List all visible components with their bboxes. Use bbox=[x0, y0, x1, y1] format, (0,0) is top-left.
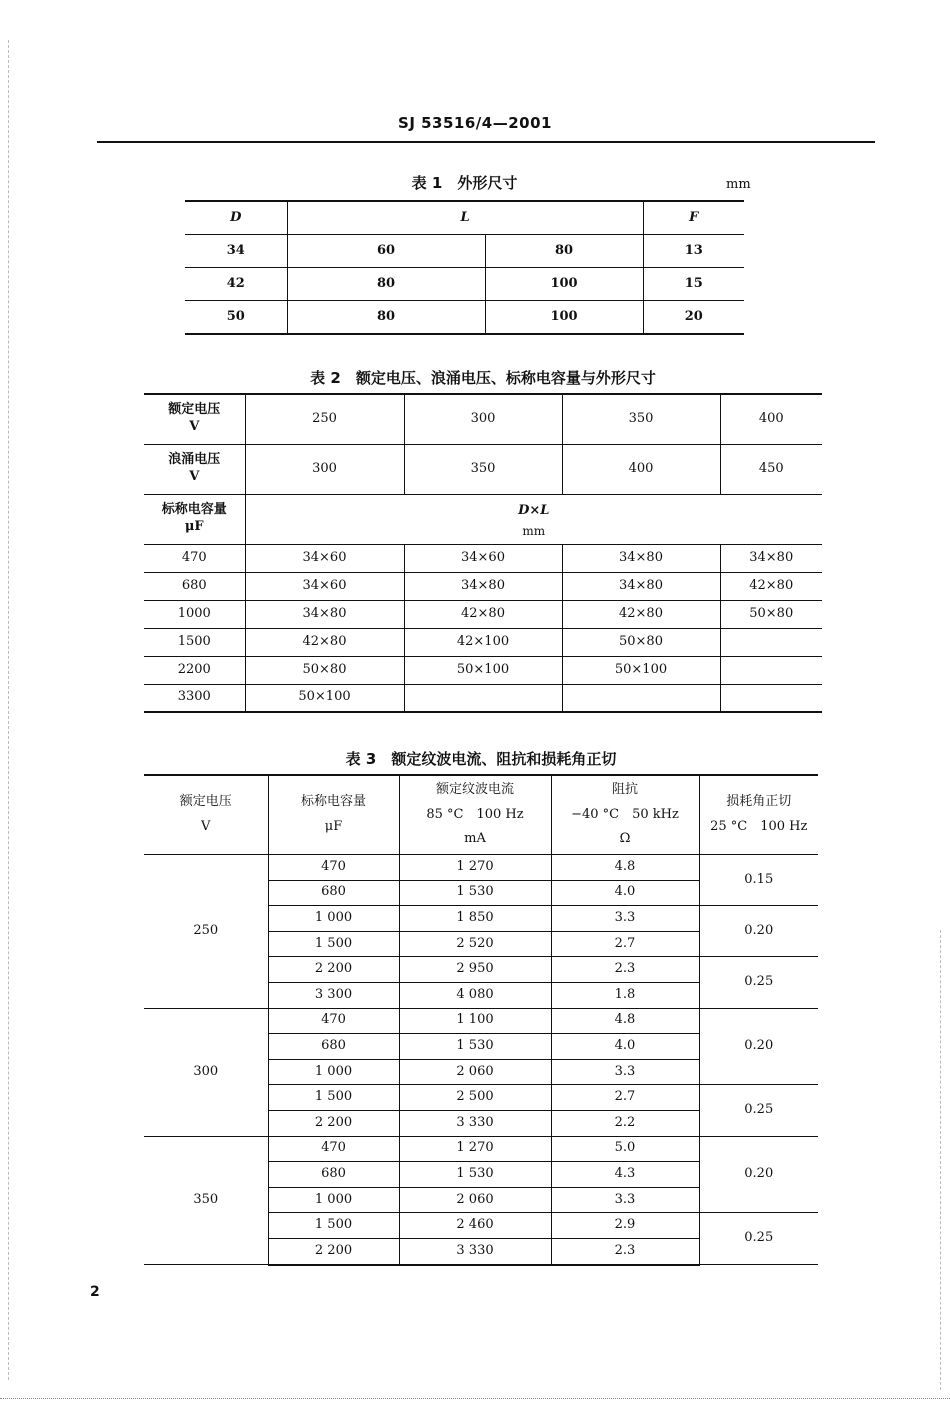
table1 bbox=[185, 200, 744, 335]
t2-rated-voltage-label: 额定电压 V bbox=[144, 394, 245, 444]
t3-ripple: 2 060 bbox=[399, 1187, 551, 1213]
table3 bbox=[144, 774, 818, 1266]
t2-size: 34×80 bbox=[245, 600, 404, 628]
t3-tan: 0.20 bbox=[699, 1136, 818, 1213]
table-row bbox=[144, 600, 822, 628]
t2-size: 42×80 bbox=[245, 628, 404, 656]
t2-size: 50×80 bbox=[562, 628, 720, 656]
t3-ripple: 1 530 bbox=[399, 880, 551, 906]
t1-cell-l2: 100 bbox=[485, 301, 643, 335]
table2 bbox=[144, 393, 822, 713]
t2-size: 42×80 bbox=[404, 600, 562, 628]
t2-size: 34×80 bbox=[562, 572, 720, 600]
t3-tan: 0.25 bbox=[699, 957, 818, 1008]
page-number: 2 bbox=[90, 1284, 100, 1300]
t3-ripple: 3 330 bbox=[399, 1110, 551, 1136]
t3-impedance: 4.8 bbox=[551, 1008, 699, 1034]
t3-tan: 0.15 bbox=[699, 855, 818, 906]
t2-size bbox=[404, 684, 562, 712]
t1-cell-f: 20 bbox=[643, 301, 744, 335]
t3-ripple: 2 520 bbox=[399, 931, 551, 957]
t3-ripple: 1 270 bbox=[399, 855, 551, 881]
t2-dxl-header: D×L mm bbox=[245, 494, 822, 544]
t2-cap: 680 bbox=[144, 572, 245, 600]
t3-impedance: 3.3 bbox=[551, 1187, 699, 1213]
t1-cell-l2: 80 bbox=[485, 235, 643, 268]
table3-caption: 表 3 额定纹波电流、阻抗和损耗角正切 bbox=[345, 750, 617, 768]
t1-cell-f: 13 bbox=[643, 235, 744, 268]
t2-cap: 470 bbox=[144, 544, 245, 572]
t3-impedance: 1.8 bbox=[551, 982, 699, 1008]
t2-size: 50×100 bbox=[562, 656, 720, 684]
t3-impedance: 2.9 bbox=[551, 1213, 699, 1239]
t3-cap: 1 000 bbox=[268, 1059, 399, 1085]
t3-header-voltage: 额定电压 V bbox=[144, 775, 268, 855]
t3-impedance: 4.0 bbox=[551, 1034, 699, 1060]
t1-header-f: F bbox=[643, 201, 744, 235]
t2-size bbox=[562, 684, 720, 712]
t3-impedance: 5.0 bbox=[551, 1136, 699, 1162]
t1-cell-l1: 80 bbox=[287, 268, 485, 301]
t3-voltage: 250 bbox=[144, 855, 268, 1009]
table-row bbox=[144, 544, 822, 572]
t3-ripple: 3 330 bbox=[399, 1238, 551, 1264]
t3-header-tan: 损耗角正切 25 °C 100 Hz bbox=[699, 775, 818, 855]
t2-size: 50×100 bbox=[404, 656, 562, 684]
t2-size: 34×80 bbox=[562, 544, 720, 572]
t2-capacitance-label: 标称电容量 μF bbox=[144, 494, 245, 544]
table2-caption: 表 2 额定电压、浪涌电压、标称电容量与外形尺寸 bbox=[310, 369, 656, 387]
t3-header-ripple: 额定纹波电流 85 °C 100 Hz mA bbox=[399, 775, 551, 855]
table-row bbox=[185, 268, 744, 301]
t2-cap: 1000 bbox=[144, 600, 245, 628]
header-rule bbox=[97, 141, 875, 143]
t3-header-capacitance: 标称电容量 μF bbox=[268, 775, 399, 855]
t3-cap: 1 500 bbox=[268, 1213, 399, 1239]
t2-surge-voltage: 300 bbox=[245, 444, 404, 494]
t2-surge-voltage-label: 浪涌电压 V bbox=[144, 444, 245, 494]
table-row bbox=[144, 1008, 818, 1034]
t3-impedance: 2.7 bbox=[551, 1085, 699, 1111]
scan-edge-left bbox=[8, 40, 10, 1380]
t2-size: 34×60 bbox=[245, 544, 404, 572]
t3-tan: 0.25 bbox=[699, 1085, 818, 1136]
t1-cell-d: 42 bbox=[185, 268, 287, 301]
t1-header-d: D bbox=[185, 201, 287, 235]
t3-ripple: 1 530 bbox=[399, 1034, 551, 1060]
t3-cap: 1 000 bbox=[268, 906, 399, 932]
t2-size: 50×80 bbox=[720, 600, 822, 628]
table-row bbox=[144, 572, 822, 600]
t3-header-impedance: 阻抗 −40 °C 50 kHz Ω bbox=[551, 775, 699, 855]
t3-ripple: 2 060 bbox=[399, 1059, 551, 1085]
standard-number: SJ 53516/4—2001 bbox=[398, 114, 552, 132]
t3-cap: 2 200 bbox=[268, 1110, 399, 1136]
t1-cell-d: 50 bbox=[185, 301, 287, 335]
t3-impedance: 4.0 bbox=[551, 880, 699, 906]
table-row bbox=[144, 684, 822, 712]
t3-cap: 470 bbox=[268, 1136, 399, 1162]
t3-cap: 1 000 bbox=[268, 1187, 399, 1213]
t3-impedance: 2.3 bbox=[551, 957, 699, 983]
t3-impedance: 2.7 bbox=[551, 931, 699, 957]
t2-rated-voltage: 250 bbox=[245, 394, 404, 444]
t3-tan: 0.20 bbox=[699, 1008, 818, 1085]
t3-ripple: 1 100 bbox=[399, 1008, 551, 1034]
t1-cell-l2: 100 bbox=[485, 268, 643, 301]
table-row bbox=[144, 656, 822, 684]
table-row bbox=[185, 235, 744, 268]
t3-impedance: 4.3 bbox=[551, 1162, 699, 1188]
t3-voltage: 300 bbox=[144, 1008, 268, 1136]
t1-cell-d: 34 bbox=[185, 235, 287, 268]
t3-ripple: 2 460 bbox=[399, 1213, 551, 1239]
t1-cell-l1: 80 bbox=[287, 301, 485, 335]
t3-cap: 680 bbox=[268, 880, 399, 906]
t3-cap: 2 200 bbox=[268, 1238, 399, 1264]
t2-size: 34×60 bbox=[245, 572, 404, 600]
t3-cap: 1 500 bbox=[268, 1085, 399, 1111]
table-row bbox=[144, 628, 822, 656]
table-row bbox=[144, 855, 818, 881]
t3-cap: 2 200 bbox=[268, 957, 399, 983]
t3-impedance: 4.8 bbox=[551, 855, 699, 881]
t1-header-l: L bbox=[287, 201, 643, 235]
t2-cap: 2200 bbox=[144, 656, 245, 684]
t1-cell-l1: 60 bbox=[287, 235, 485, 268]
t3-ripple: 2 950 bbox=[399, 957, 551, 983]
t2-rated-voltage: 300 bbox=[404, 394, 562, 444]
table1-unit: mm bbox=[726, 177, 751, 192]
t3-ripple: 2 500 bbox=[399, 1085, 551, 1111]
t2-surge-voltage: 400 bbox=[562, 444, 720, 494]
t2-rated-voltage: 400 bbox=[720, 394, 822, 444]
t2-surge-voltage: 450 bbox=[720, 444, 822, 494]
t3-ripple: 4 080 bbox=[399, 982, 551, 1008]
t2-size bbox=[720, 628, 822, 656]
table-row bbox=[144, 1136, 818, 1162]
table-row bbox=[185, 301, 744, 335]
t3-cap: 470 bbox=[268, 1008, 399, 1034]
t2-size: 34×80 bbox=[404, 572, 562, 600]
t2-size: 42×100 bbox=[404, 628, 562, 656]
bottom-rule bbox=[0, 1398, 950, 1400]
t2-cap: 1500 bbox=[144, 628, 245, 656]
t3-cap: 680 bbox=[268, 1162, 399, 1188]
t3-impedance: 2.3 bbox=[551, 1238, 699, 1264]
t2-size: 34×60 bbox=[404, 544, 562, 572]
t2-size: 34×80 bbox=[720, 544, 822, 572]
t2-surge-voltage: 350 bbox=[404, 444, 562, 494]
t3-tan: 0.25 bbox=[699, 1213, 818, 1265]
t2-rated-voltage: 350 bbox=[562, 394, 720, 444]
t3-cap: 1 500 bbox=[268, 931, 399, 957]
t3-cap: 470 bbox=[268, 855, 399, 881]
t3-cap: 680 bbox=[268, 1034, 399, 1060]
t2-cap: 3300 bbox=[144, 684, 245, 712]
t2-size: 42×80 bbox=[720, 572, 822, 600]
t3-impedance: 2.2 bbox=[551, 1110, 699, 1136]
t2-size: 50×100 bbox=[245, 684, 404, 712]
t2-size bbox=[720, 656, 822, 684]
t3-ripple: 1 530 bbox=[399, 1162, 551, 1188]
t3-tan: 0.20 bbox=[699, 906, 818, 957]
table1-caption: 表 1 外形尺寸 bbox=[411, 174, 518, 192]
t2-size: 42×80 bbox=[562, 600, 720, 628]
t3-voltage: 350 bbox=[144, 1136, 268, 1264]
t3-impedance: 3.3 bbox=[551, 906, 699, 932]
t2-size: 50×80 bbox=[245, 656, 404, 684]
t3-ripple: 1 270 bbox=[399, 1136, 551, 1162]
scan-edge-right bbox=[940, 930, 942, 1390]
t3-ripple: 1 850 bbox=[399, 906, 551, 932]
t1-cell-f: 15 bbox=[643, 268, 744, 301]
t2-size bbox=[720, 684, 822, 712]
t3-impedance: 3.3 bbox=[551, 1059, 699, 1085]
t3-cap: 3 300 bbox=[268, 982, 399, 1008]
